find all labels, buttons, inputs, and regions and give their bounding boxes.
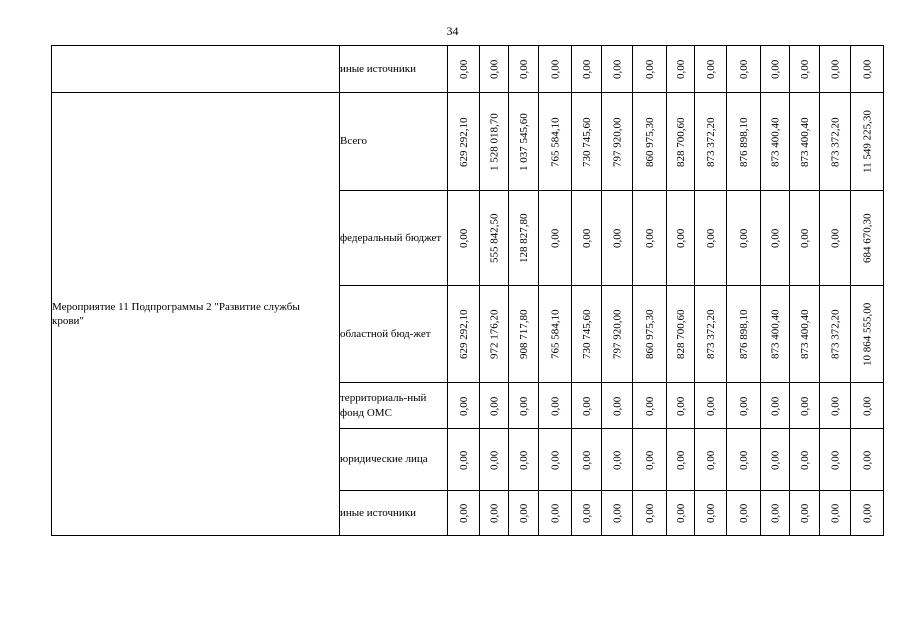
value-cell: 0,00 [727, 191, 761, 286]
value-cell: 0,00 [851, 46, 884, 93]
value-cell: 0,00 [572, 429, 602, 491]
value-cell: 0,00 [572, 383, 602, 429]
value-cell: 797 920,00 [602, 286, 633, 383]
source-cell: федеральный бюджет [340, 191, 448, 286]
event-cell-top [52, 46, 340, 93]
value-cell: 0,00 [790, 491, 820, 536]
value-cell: 0,00 [695, 46, 727, 93]
value-cell: 0,00 [480, 46, 509, 93]
source-cell: областной бюд-жет [340, 286, 448, 383]
value-cell: 629 292,10 [448, 93, 480, 191]
value-cell: 0,00 [633, 191, 667, 286]
value-cell: 0,00 [761, 383, 790, 429]
value-cell: 0,00 [480, 429, 509, 491]
value-cell: 1 037 545,60 [509, 93, 539, 191]
value-cell: 0,00 [480, 491, 509, 536]
value-cell: 0,00 [727, 46, 761, 93]
value-cell: 0,00 [633, 429, 667, 491]
event-name-cell [52, 93, 340, 536]
value-cell: 0,00 [633, 383, 667, 429]
value-cell: 0,00 [448, 46, 480, 93]
value-cell: 873 400,40 [790, 286, 820, 383]
value-cell: 0,00 [667, 429, 695, 491]
value-cell: 0,00 [602, 491, 633, 536]
value-cell: 0,00 [633, 491, 667, 536]
value-cell: 1 528 018,70 [480, 93, 509, 191]
value-cell: 0,00 [851, 383, 884, 429]
value-cell: 0,00 [539, 191, 572, 286]
value-cell: 730 745,60 [572, 286, 602, 383]
value-cell: 0,00 [572, 491, 602, 536]
value-cell: 0,00 [509, 491, 539, 536]
value-cell: 0,00 [509, 429, 539, 491]
source-cell: юридические лица [340, 429, 448, 491]
value-cell: 0,00 [820, 429, 851, 491]
value-cell: 972 176,20 [480, 286, 509, 383]
value-cell: 0,00 [448, 191, 480, 286]
value-cell: 0,00 [820, 491, 851, 536]
value-cell: 908 717,80 [509, 286, 539, 383]
value-cell: 0,00 [602, 383, 633, 429]
value-cell: 684 670,30 [851, 191, 884, 286]
value-cell: 0,00 [761, 191, 790, 286]
value-cell: 11 549 225,30 [851, 93, 884, 191]
value-cell: 0,00 [761, 46, 790, 93]
value-cell: 0,00 [667, 191, 695, 286]
value-cell: 0,00 [727, 383, 761, 429]
source-cell: Всего [340, 93, 448, 191]
page-number: 34 [446, 24, 459, 38]
event-name: Мероприятие 11 Подпрограммы 2 "Развитие службы крови" [52, 300, 300, 327]
value-cell: 828 700,60 [667, 93, 695, 191]
value-cell: 0,00 [602, 191, 633, 286]
value-cell: 873 372,20 [820, 93, 851, 191]
value-cell: 10 864 555,00 [851, 286, 884, 383]
value-cell: 0,00 [448, 429, 480, 491]
value-cell: 0,00 [790, 191, 820, 286]
value-cell: 0,00 [539, 429, 572, 491]
value-cell: 0,00 [790, 46, 820, 93]
value-cell: 765 584,10 [539, 286, 572, 383]
value-cell: 860 975,30 [633, 286, 667, 383]
value-cell: 860 975,30 [633, 93, 667, 191]
value-cell: 0,00 [667, 491, 695, 536]
value-cell: 0,00 [820, 191, 851, 286]
value-cell: 0,00 [539, 46, 572, 93]
value-cell: 0,00 [790, 429, 820, 491]
value-cell: 0,00 [539, 491, 572, 536]
value-cell: 629 292,10 [448, 286, 480, 383]
value-cell: 0,00 [667, 383, 695, 429]
value-cell: 0,00 [602, 46, 633, 93]
value-cell: 0,00 [695, 191, 727, 286]
value-cell: 0,00 [761, 491, 790, 536]
source-cell: иные источники [340, 46, 448, 93]
value-cell: 873 372,20 [695, 286, 727, 383]
value-cell: 0,00 [509, 46, 539, 93]
value-cell: 0,00 [695, 491, 727, 536]
value-cell: 0,00 [480, 383, 509, 429]
budget-table [51, 45, 884, 536]
value-cell: 0,00 [695, 429, 727, 491]
value-cell: 0,00 [667, 46, 695, 93]
value-cell: 555 842,50 [480, 191, 509, 286]
value-cell: 873 400,40 [790, 93, 820, 191]
value-cell: 876 898,10 [727, 286, 761, 383]
value-cell: 873 372,20 [695, 93, 727, 191]
table-row-top [52, 46, 884, 93]
value-cell: 0,00 [695, 383, 727, 429]
source-cell: территориаль-ный фонд ОМС [340, 383, 448, 429]
table-body [52, 46, 884, 536]
value-cell: 128 827,80 [509, 191, 539, 286]
value-cell: 797 920,00 [602, 93, 633, 191]
value-cell: 828 700,60 [667, 286, 695, 383]
value-cell: 0,00 [727, 491, 761, 536]
source-cell: иные источники [340, 491, 448, 536]
value-cell: 873 400,40 [761, 286, 790, 383]
value-cell: 0,00 [572, 191, 602, 286]
value-cell: 730 745,60 [572, 93, 602, 191]
value-cell: 0,00 [539, 383, 572, 429]
value-cell: 0,00 [790, 383, 820, 429]
value-cell: 0,00 [572, 46, 602, 93]
table-row [52, 93, 884, 191]
value-cell: 0,00 [602, 429, 633, 491]
value-cell: 873 400,40 [761, 93, 790, 191]
value-cell: 0,00 [851, 429, 884, 491]
value-cell: 873 372,20 [820, 286, 851, 383]
value-cell: 0,00 [448, 491, 480, 536]
value-cell: 765 584,10 [539, 93, 572, 191]
value-cell: 0,00 [509, 383, 539, 429]
value-cell: 0,00 [633, 46, 667, 93]
value-cell: 0,00 [761, 429, 790, 491]
value-cell: 0,00 [820, 46, 851, 93]
value-cell: 0,00 [851, 491, 884, 536]
value-cell: 0,00 [820, 383, 851, 429]
value-cell: 876 898,10 [727, 93, 761, 191]
value-cell: 0,00 [448, 383, 480, 429]
value-cell: 0,00 [727, 429, 761, 491]
